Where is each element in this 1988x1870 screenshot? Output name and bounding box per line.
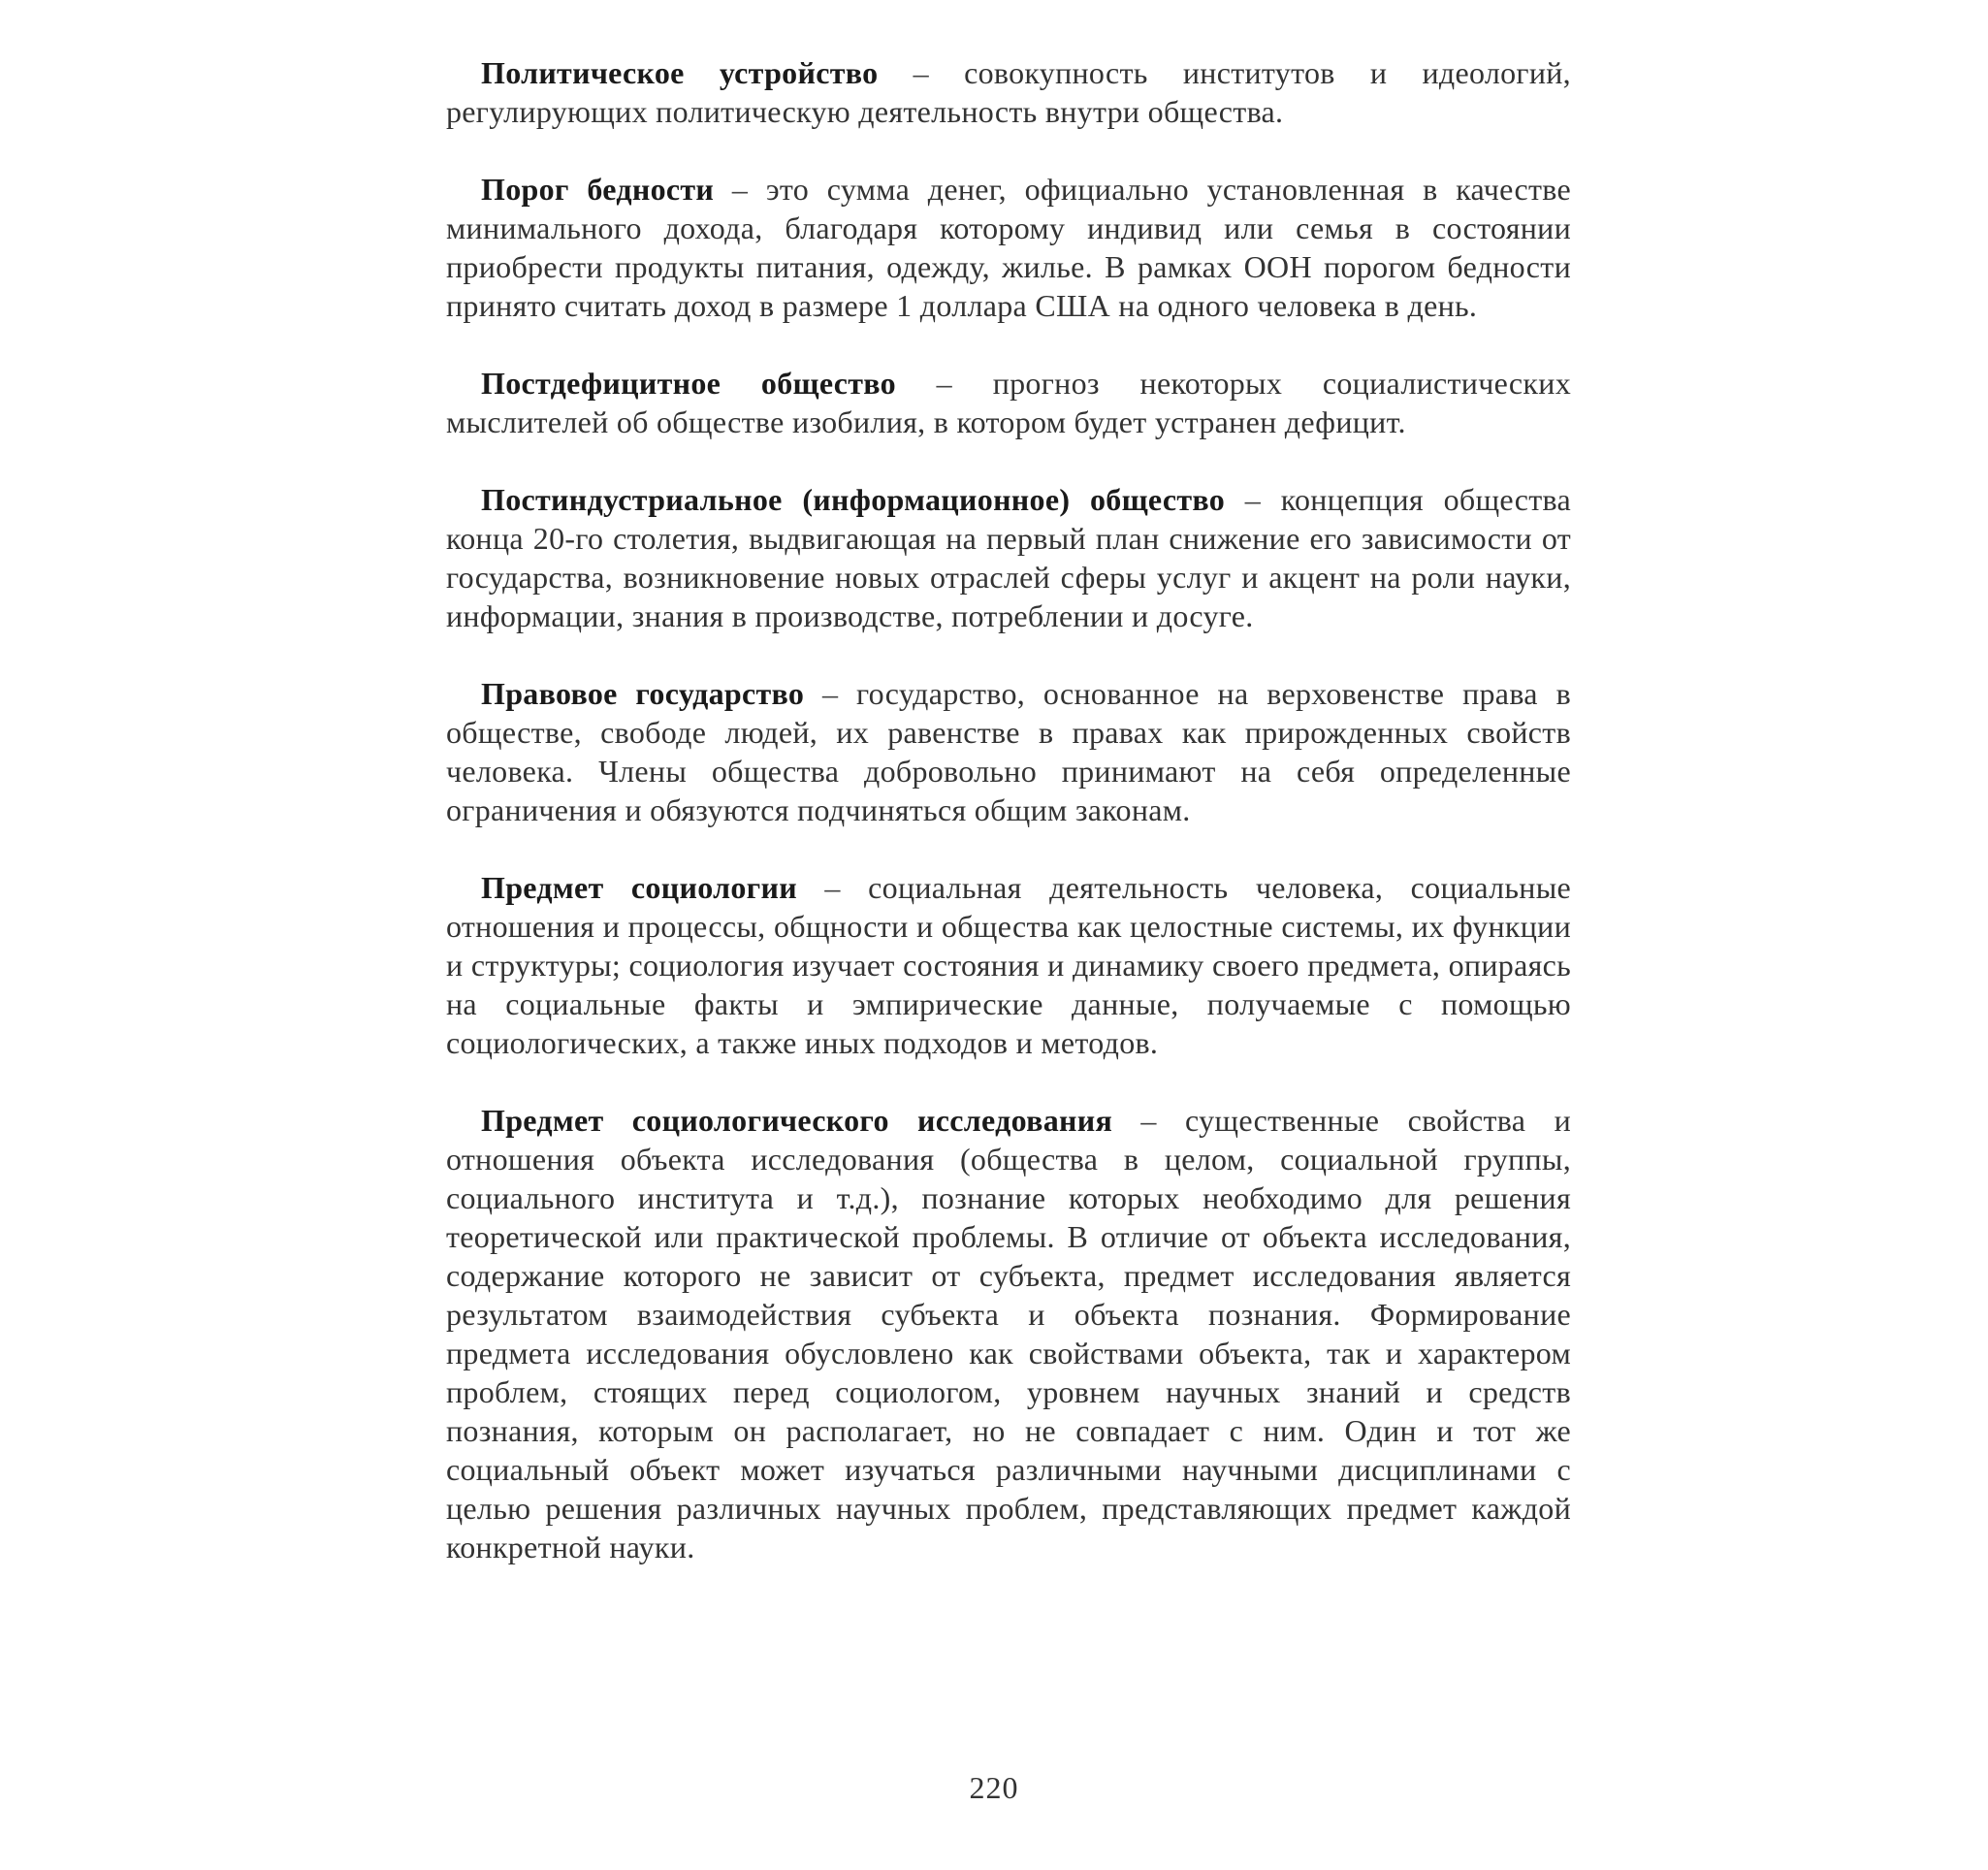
glossary-definition: совокупность институтов и идеологий, регулирующих политическую деятельность внутри общества. xyxy=(446,55,1571,129)
glossary-entry xyxy=(446,170,1571,325)
term-separator: – xyxy=(804,676,857,711)
glossary-entry xyxy=(446,53,1571,131)
glossary-definition: концепция общества конца 20-го столетия, выдвигающая на первый план снижение его зависимости от государства, возникновение новых отраслей сферы услуг и акцент на роли науки, информации, знания в производстве, потреблении и досуге. xyxy=(446,482,1572,633)
glossary-definition: прогноз некоторых социалистических мыслителей об обществе изобилия, в котором будет устранен дефицит. xyxy=(446,366,1571,439)
glossary-term: Политическое устройство xyxy=(481,55,879,90)
glossary-term: Предмет социологического исследования xyxy=(481,1103,1113,1138)
glossary-term: Порог бедности xyxy=(481,172,715,207)
glossary-entry xyxy=(446,480,1571,635)
page-number: 220 xyxy=(969,1770,1019,1805)
glossary-entry xyxy=(446,1101,1571,1566)
glossary-entry xyxy=(446,674,1571,829)
page-body xyxy=(446,53,1571,1605)
term-separator: – xyxy=(714,172,766,207)
term-separator: – xyxy=(796,870,869,905)
glossary-term: Постиндустриальное (информационное) общество xyxy=(481,482,1226,517)
term-separator: – xyxy=(895,366,993,401)
term-separator: – xyxy=(1112,1103,1185,1138)
glossary-entry xyxy=(446,868,1571,1062)
glossary-term: Предмет социологии xyxy=(481,870,797,905)
glossary-term: Постдефицитное общество xyxy=(481,366,896,401)
glossary-definition: социальная деятельность человека, социальные отношения и процессы, общности и общества как целостные системы, их функции и структуры; социология изучает состояния и динамику своего предмета, опираясь на социальные факты и эмпирические данные, получаемые с помощью социологических, а также иных подходов и методов. xyxy=(446,870,1571,1060)
term-separator: – xyxy=(1225,482,1281,517)
glossary-entry xyxy=(446,364,1571,441)
glossary-definition: это сумма денег, официально установленная в качестве минимального дохода, благодаря которому индивид или семья в состоянии приобрести продукты питания, одежду, жилье. В рамках ООН порогом бедности принято считать доход в размере 1 доллара США на одного человека в день. xyxy=(446,172,1571,323)
term-separator: – xyxy=(878,55,965,90)
glossary-definition: существенные свойства и отношения объекта исследования (общества в целом, социальной группы, социального института и т.д.), познание которых необходимо для решения теоретической или практической проблемы. В отличие от объекта исследования, содержание которого не зависит от субъекта, предмет исследования является результатом взаимодействия субъекта и объекта познания. Формирование предмета исследования обусловлено как свойствами объекта, так и характером проблем, стоящих перед социологом, уровнем научных знаний и средств познания, которым он располагает, но не совпадает с ним. Один и тот же социальный объект может изучаться различными научными дисциплинами с целью решения различных научных проблем, представляющих предмет каждой конкретной науки. xyxy=(446,1103,1572,1564)
glossary-term: Правовое государство xyxy=(481,676,805,711)
glossary-definition: государство, основанное на верховенстве права в обществе, свободе людей, их равенстве в правах как прирожденных свойств человека. Члены общества добровольно принимают на себя определенные ограничения и обязуются подчиняться общим законам. xyxy=(446,676,1571,827)
